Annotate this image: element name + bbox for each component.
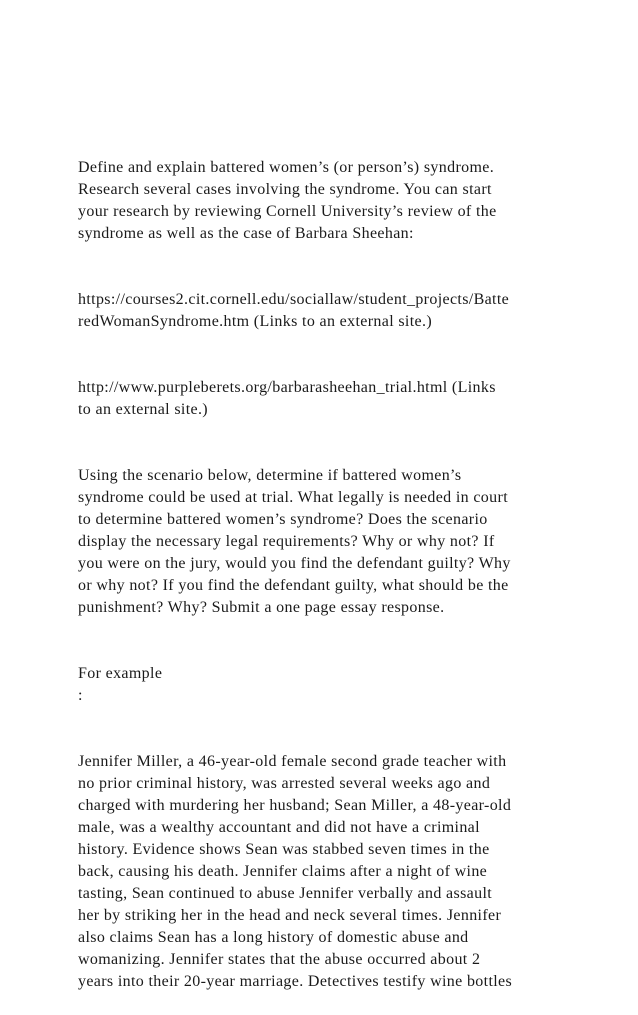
intro-paragraph: Define and explain battered women’s (or person’s) syndrome. Research several cases involving the syndrome. You can start your research by reviewing Cornell University’s review of the syndrome as well as the case of Barbara Sheehan: <box>78 159 497 242</box>
instructions-paragraph: Using the scenario below, determine if battered women’s syndrome could be used at trial. What legally is needed in court to determine battered women’s syndrome? Does the scenario display the necessary legal requirements? Why or why not? If you were on the jury, would you find the defendant guilty? Why or why not? If you find the defendant guilty, what should be the punishment? Why? Submit a one page essay response. <box>78 467 511 616</box>
cornell-link-paragraph[interactable]: https://courses2.cit.cornell.edu/sociallaw/student_projects/Batte redWomanSyndrome.htm (Links to an external site.) <box>78 291 510 330</box>
purpleberets-link-paragraph[interactable]: http://www.purpleberets.org/barbarasheehan_trial.html (Links to an external site.) <box>78 379 496 418</box>
example-heading: For example : <box>78 665 163 704</box>
scenario-paragraph: Jennifer Miller, a 46-year-old female second grade teacher with no prior criminal history, was arrested several weeks ago and charged with murdering her husband; Sean Miller, a 48-year-old male, was a wealthy accountant and did not have a criminal history. Evidence shows Sean was stabbed seven times in the back, causing his death. Jennifer claims after a night of wine tasting, Sean continued to abuse Jennifer verbally and assault her by striking her in the head and neck several times. Jennifer also claims Sean has a long history of domestic abuse and womanizing. Jennifer states that the abuse occurred about 2 years into their 20-year marriage. Detectives testify wine bottles <box>78 753 513 990</box>
document-body <box>78 135 558 1015</box>
